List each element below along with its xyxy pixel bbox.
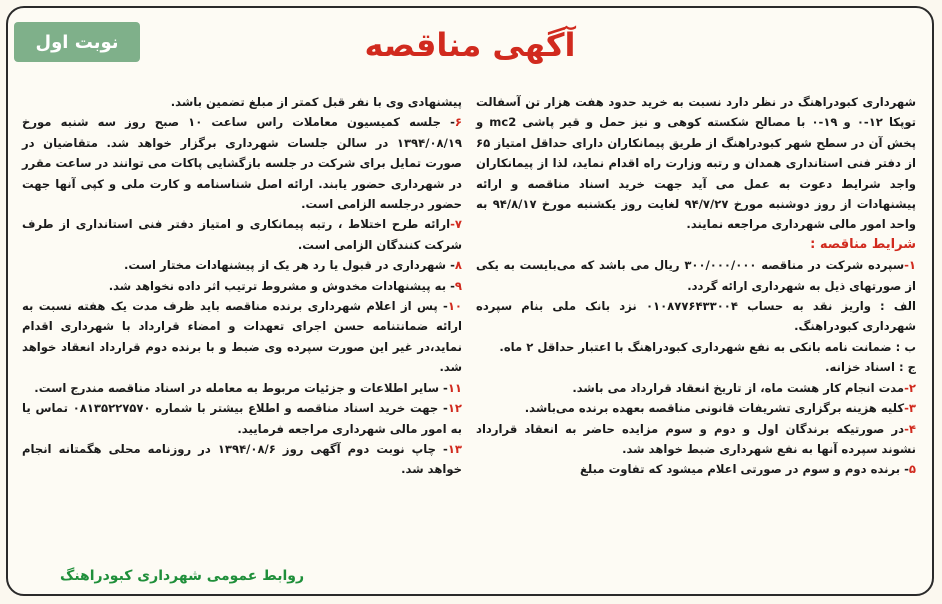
- intro-paragraph: شهرداری کبودراهنگ در نظر دارد نسبت به خرید حدود هفت هزار تن آسفالت توپکا ۱۲-۰ و ۱۹-۰ با مصالح شکسته کوهی و نیز حمل و قیر پاشی mc2 و پخش آن در سطح شهر کبودراهنگ از طریق پیمانکاران دارای حداقل امتیاز ۶۵ از دفتر فنی استانداری همدان و رتبه وزارت راه اقدام نماید، لذا از پیمانکاران واجد شرایط دعوت به عمل می آید جهت خرید اسناد مناقصه و ارائه پیشنهادات از روز دوشنبه مورخ ۹۴/۷/۲۷ لغایت روز یکشنبه مورخ ۹۴/۸/۱۷ به واحد امور مالی شهرداری مراجعه نمایند.: [476, 95, 917, 232]
- item-number: ۱۲: [447, 401, 462, 416]
- condition-item: [22, 214, 462, 255]
- item-text: سپرده شرکت در مناقصه ۳۰۰/۰۰۰/۰۰۰ ریال می باشد که می‌بایست به یکی از صورتهای ذیل به شهرداری ارائه گردد.: [476, 258, 916, 293]
- item-text: - برنده دوم و سوم در صورتی اعلام میشود که تفاوت مبلغ: [580, 462, 909, 477]
- item-text: کلیه هزینه برگزاری تشریفات قانونی مناقصه بعهده برنده می‌باشد.: [524, 401, 905, 416]
- item-number: ۹: [454, 278, 462, 293]
- item-text: در صورتیکه برندگان اول و دوم و سوم مزایده حاضر به انعقاد قرارداد نشوند سپرده آنها به نفع شهرداری ضبط خواهد شد.: [476, 421, 916, 456]
- left-column: [22, 92, 462, 480]
- item-number: ۶: [454, 115, 462, 130]
- condition-item: [22, 255, 462, 275]
- condition-item: [22, 276, 462, 296]
- condition-item: [476, 378, 916, 398]
- item-number: ۵: [908, 462, 916, 477]
- condition-item: [22, 378, 462, 398]
- item-number: ۱۳: [447, 441, 462, 456]
- left-items-list: [22, 92, 462, 480]
- condition-item: [476, 337, 916, 357]
- item-number: ۴-: [904, 421, 916, 436]
- item-text: - سایر اطلاعات و جزئیات مربوط به معامله در اسناد مناقصه مندرج است.: [34, 380, 448, 395]
- condition-item: [476, 357, 916, 377]
- item-number: ۲-: [904, 380, 916, 395]
- item-text: - جهت خرید اسناد مناقصه و اطلاع بیشتر با شماره ۰۸۱۳۵۲۲۷۵۷۰ تماس یا به امور مالی شهرداری مراجعه فرمایید.: [22, 401, 462, 436]
- conditions-heading: شرایط مناقصه :: [810, 236, 916, 252]
- item-number: ۱۱: [447, 380, 462, 395]
- condition-item: [476, 459, 916, 479]
- right-items-list: [476, 255, 916, 479]
- condition-item: [22, 398, 462, 439]
- item-number: ۷-: [450, 217, 462, 232]
- item-text: ب : ضمانت نامه بانکی به نفع شهرداری کبودراهنگ با اعتبار حداقل ۲ ماه.: [499, 339, 916, 354]
- footer-signature: روابط عمومی شهرداری کبودراهنگ: [60, 568, 305, 584]
- condition-item: [476, 255, 916, 296]
- item-text: مدت انجام کار هشت ماه، از تاریخ انعقاد قرارداد می باشد.: [572, 380, 905, 395]
- condition-item: [22, 112, 462, 214]
- condition-item: [22, 439, 462, 480]
- condition-item: [22, 92, 462, 112]
- item-text: - پس از اعلام شهرداری برنده مناقصه باید ظرف مدت یک هفته نسبت به ارائه ضمانتنامه حسن اجرای تعهدات و امضاء قرارداد با شهرداری اقدام نماید،در غیر این صورت سپرده وی ضبط و با برنده دوم قرارداد انعقاد خواهد شد.: [22, 299, 462, 375]
- condition-item: [476, 419, 916, 460]
- item-text: پیشنهادی وی با نفر قبل کمتر از مبلغ تضمین باشد.: [170, 95, 462, 109]
- item-number: ۱-: [904, 258, 916, 273]
- item-number: ۱۰: [447, 299, 462, 314]
- item-text: - به پیشنهادات مخدوش و مشروط ترتیب اثر داده نخواهد شد.: [108, 278, 455, 293]
- condition-item: [476, 296, 916, 337]
- condition-item: [476, 398, 916, 418]
- item-text: ج : اسناد خزانه.: [825, 360, 916, 375]
- item-text: - جلسه کمیسیون معاملات راس ساعت ۱۰ صبح روز سه شنبه مورخ ۱۳۹۴/۰۸/۱۹ در سالن جلسات شهرداری برگزار خواهد شد. متقاضیان در صورت تمایل برای شرکت در جلسه بازگشایی پاکات می توانند در ساعت مقرر در شهرداری حضور یابند. ارائه اصل شناسنامه و کارت ملی و کپی آنها جهت حضور درجلسه الزامی است.: [22, 115, 462, 212]
- item-text: - چاپ نوبت دوم آگهی روز ۱۳۹۴/۰۸/۶ در روزنامه محلی هگمتانه انجام خواهد شد.: [22, 441, 462, 477]
- item-number: ۸: [454, 258, 462, 273]
- condition-item: [22, 296, 462, 378]
- item-text: ارائه طرح اختلاط ، رتبه پیمانکاری و امتیاز دفتر فنی استانداری از طرف شرکت کنندگان الزامی است.: [22, 217, 462, 252]
- notice-title: آگهی مناقصه: [364, 26, 576, 64]
- right-column: [476, 92, 916, 480]
- item-text: الف : واریز نقد به حساب ۰۱۰۸۷۷۶۴۳۳۰۰۴ نزد بانک ملی بنام سپرده شهرداری کبودراهنگ.: [476, 299, 916, 334]
- edition-badge: نوبت اول: [14, 22, 140, 62]
- item-number: ۳-: [904, 401, 916, 416]
- item-text: - شهرداری در قبول یا رد هر یک از پیشنهادات مختار است.: [123, 258, 455, 273]
